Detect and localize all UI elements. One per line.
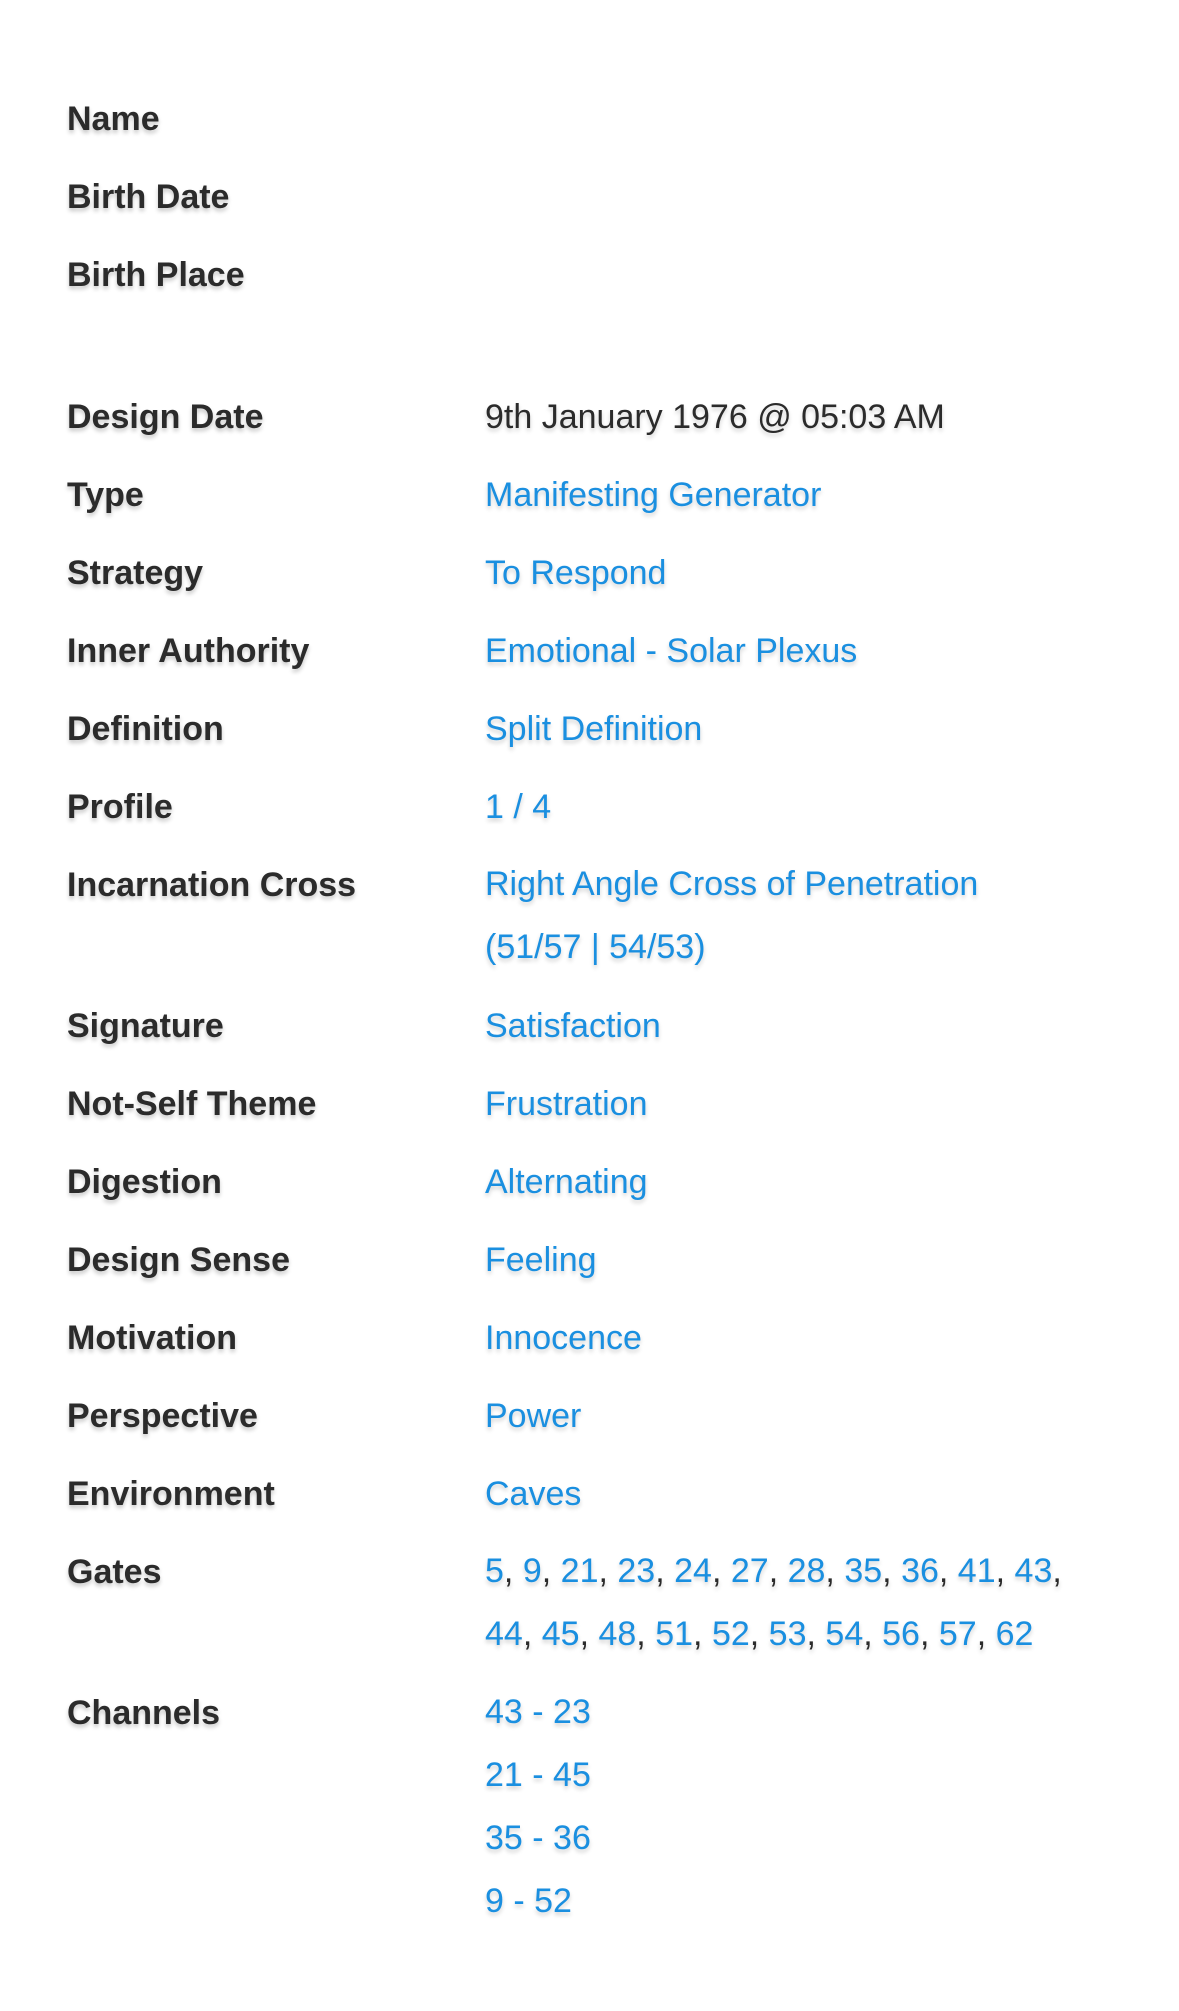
- birth-date-label: Birth Date: [67, 178, 230, 216]
- channel-item: [485, 1681, 1147, 1744]
- birth-date-row: [67, 158, 1147, 236]
- profile-label: Profile: [67, 788, 173, 826]
- name-row: [67, 80, 1147, 158]
- gate-separator: ,: [693, 1615, 712, 1653]
- inner-authority-link[interactable]: Emotional - Solar Plexus: [485, 632, 858, 670]
- gate-link[interactable]: 28: [787, 1552, 826, 1590]
- gate-separator: ,: [541, 1552, 561, 1590]
- motivation-row: [67, 1299, 1147, 1377]
- not-self-theme-row: [67, 1065, 1147, 1143]
- gate-separator: ,: [598, 1552, 618, 1590]
- gate-link[interactable]: 35: [844, 1552, 883, 1590]
- gate-link[interactable]: 27: [730, 1552, 769, 1590]
- type-label: Type: [67, 476, 144, 514]
- inner-authority-row: [67, 612, 1147, 690]
- gate-link[interactable]: 53: [768, 1615, 807, 1653]
- gate-separator: ,: [806, 1615, 826, 1653]
- design-date-value: 9th January 1976 @ 05:03 AM: [485, 398, 945, 436]
- digestion-row: [67, 1143, 1147, 1221]
- gate-separator: ,: [579, 1615, 599, 1653]
- design-sense-label: Design Sense: [67, 1241, 290, 1279]
- gate-link[interactable]: 57: [938, 1615, 977, 1653]
- signature-label: Signature: [67, 1007, 224, 1045]
- incarnation-cross-gates: (51/57 | 54/53): [485, 928, 706, 966]
- gate-separator: ,: [882, 1552, 902, 1590]
- gate-link[interactable]: 45: [541, 1615, 580, 1653]
- channels-row: [67, 1674, 1147, 1941]
- incarnation-cross-link[interactable]: [485, 865, 978, 966]
- gate-link[interactable]: 43: [1014, 1552, 1053, 1590]
- gate-separator: ,: [655, 1552, 675, 1590]
- gate-separator: ,: [863, 1615, 883, 1653]
- definition-label: Definition: [67, 710, 224, 748]
- channel-item: [485, 1870, 1147, 1933]
- incarnation-cross-label: Incarnation Cross: [67, 866, 357, 904]
- channel-link[interactable]: 35 - 36: [485, 1819, 591, 1857]
- gates-row: [67, 1533, 1147, 1674]
- gate-link[interactable]: 56: [882, 1615, 920, 1653]
- gate-separator: ,: [749, 1615, 769, 1653]
- strategy-label: Strategy: [67, 554, 204, 592]
- gate-link[interactable]: 5: [485, 1552, 504, 1590]
- design-sense-link[interactable]: Feeling: [485, 1241, 597, 1279]
- gate-link[interactable]: 62: [995, 1615, 1034, 1653]
- gate-separator: ,: [522, 1615, 542, 1653]
- motivation-label: Motivation: [67, 1319, 237, 1357]
- not-self-theme-label: Not-Self Theme: [67, 1085, 317, 1123]
- gate-link[interactable]: 21: [560, 1552, 599, 1590]
- birth-place-label: Birth Place: [67, 256, 245, 294]
- gate-link[interactable]: 52: [711, 1615, 750, 1653]
- motivation-link[interactable]: Innocence: [485, 1319, 642, 1357]
- incarnation-cross-row: [67, 846, 1147, 987]
- gate-link[interactable]: 24: [674, 1552, 712, 1590]
- profile-link[interactable]: 1 / 4: [485, 788, 552, 826]
- gate-separator: ,: [919, 1615, 939, 1653]
- channel-link[interactable]: 21 - 45: [485, 1756, 591, 1794]
- inner-authority-label: Inner Authority: [67, 632, 310, 670]
- gate-separator: ,: [938, 1552, 958, 1590]
- birth-place-row: [67, 236, 1147, 314]
- gate-separator: ,: [503, 1552, 523, 1590]
- perspective-label: Perspective: [67, 1397, 258, 1435]
- environment-label: Environment: [67, 1475, 275, 1513]
- chart-details-sheet: [67, 80, 1147, 1941]
- gate-separator: ,: [636, 1615, 656, 1653]
- gate-separator: ,: [1052, 1552, 1062, 1590]
- digestion-label: Digestion: [67, 1163, 222, 1201]
- type-link[interactable]: Manifesting Generator: [485, 476, 822, 514]
- channel-item: [485, 1744, 1147, 1807]
- definition-link[interactable]: Split Definition: [485, 710, 703, 748]
- environment-link[interactable]: Caves: [485, 1475, 582, 1513]
- gate-link[interactable]: 48: [598, 1615, 637, 1653]
- gate-list: [485, 1533, 1147, 1674]
- section-spacer: [67, 314, 1147, 378]
- name-label: Name: [67, 100, 160, 138]
- perspective-link[interactable]: Power: [485, 1397, 582, 1435]
- gate-link[interactable]: 9: [522, 1552, 542, 1590]
- design-date-row: [67, 378, 1147, 456]
- digestion-link[interactable]: Alternating: [485, 1163, 648, 1201]
- gate-link[interactable]: 23: [617, 1552, 656, 1590]
- gate-link[interactable]: 44: [485, 1615, 523, 1653]
- type-row: [67, 456, 1147, 534]
- gate-separator: ,: [995, 1552, 1015, 1590]
- not-self-theme-link[interactable]: Frustration: [485, 1085, 648, 1123]
- gate-separator: ,: [825, 1552, 845, 1590]
- channel-list: [485, 1674, 1147, 1941]
- design-sense-row: [67, 1221, 1147, 1299]
- signature-link[interactable]: Satisfaction: [485, 1007, 661, 1045]
- channel-link[interactable]: 9 - 52: [485, 1882, 572, 1920]
- environment-row: [67, 1455, 1147, 1533]
- perspective-row: [67, 1377, 1147, 1455]
- gate-link[interactable]: 51: [655, 1615, 694, 1653]
- profile-row: [67, 768, 1147, 846]
- channels-label: Channels: [67, 1694, 221, 1732]
- definition-row: [67, 690, 1147, 768]
- strategy-link[interactable]: To Respond: [485, 554, 667, 592]
- channel-link[interactable]: 43 - 23: [485, 1693, 591, 1731]
- gate-link[interactable]: 36: [901, 1552, 939, 1590]
- gate-link[interactable]: 41: [957, 1552, 996, 1590]
- gates-label: Gates: [67, 1553, 162, 1591]
- gate-separator: ,: [768, 1552, 788, 1590]
- gate-separator: ,: [976, 1615, 996, 1653]
- strategy-row: [67, 534, 1147, 612]
- signature-row: [67, 987, 1147, 1065]
- design-date-label: Design Date: [67, 398, 264, 436]
- gate-link[interactable]: 54: [825, 1615, 864, 1653]
- channel-item: [485, 1807, 1147, 1870]
- incarnation-cross-name: Right Angle Cross of Penetration: [485, 865, 979, 903]
- gate-separator: ,: [711, 1552, 731, 1590]
